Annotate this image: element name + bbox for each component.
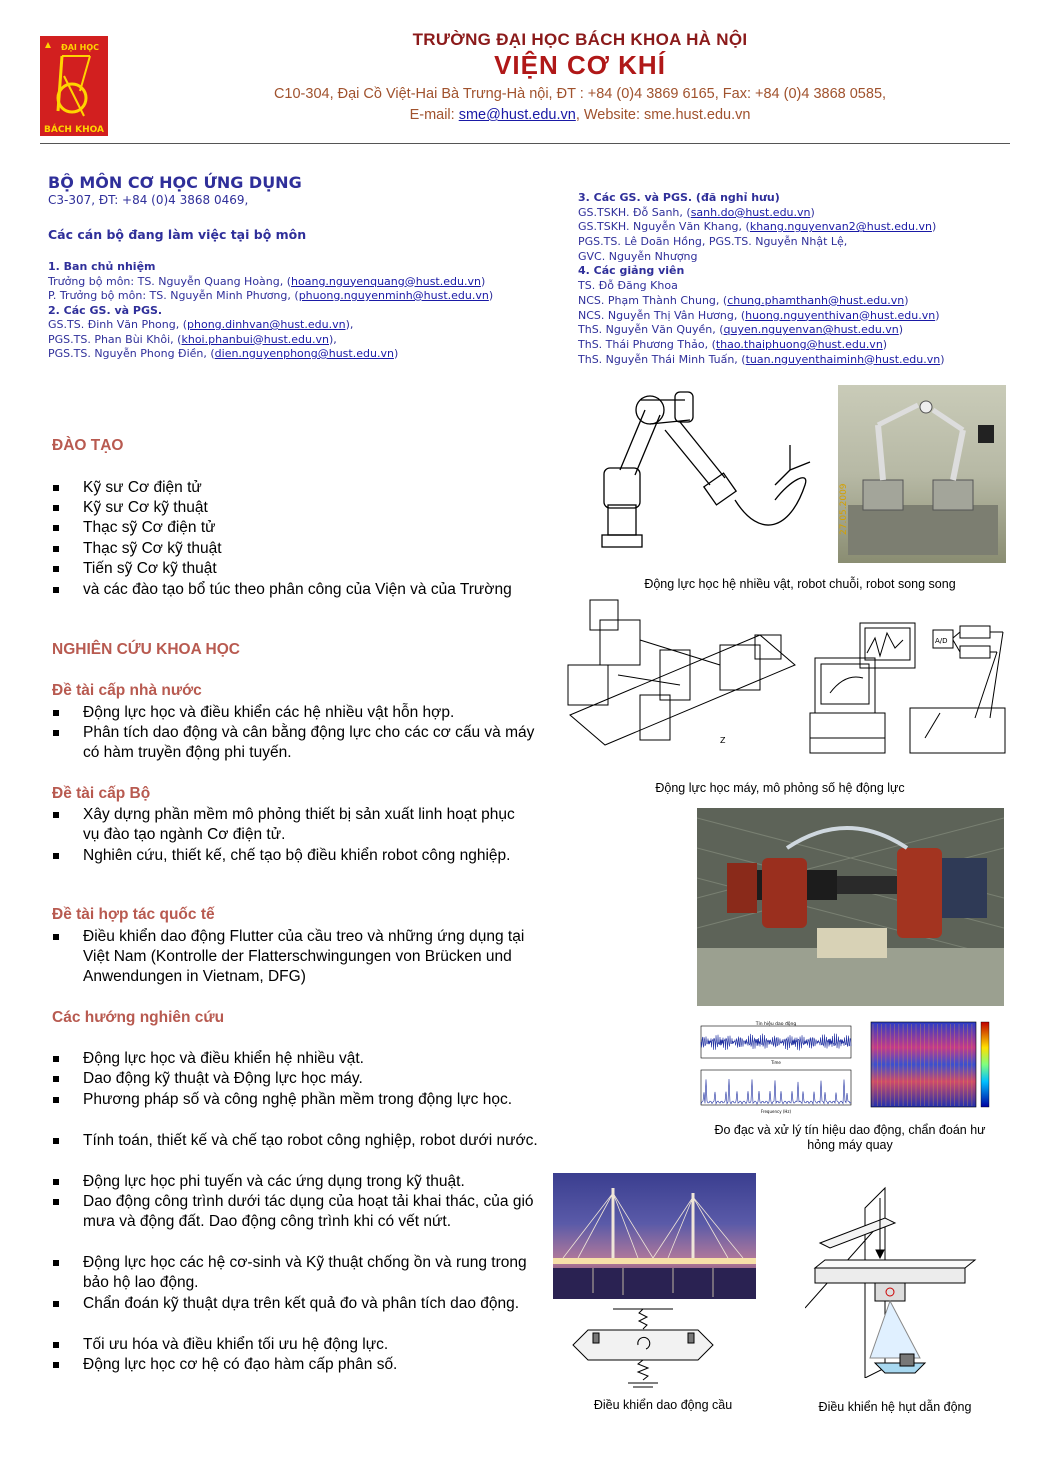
caption-multibody: Động lực học hệ nhiều vật, robot chuỗi, robot song song xyxy=(644,577,956,591)
bullet-marker xyxy=(53,1076,59,1082)
svg-text:Z: Z xyxy=(720,736,726,745)
institute-address: C10-304, Đại Cồ Việt-Hai Bà Trưng-Hà nội, ĐT : +84 (0)4 3869 6165, Fax: +84 (0)4 3868 0585, xyxy=(273,86,887,102)
bullet-item xyxy=(83,1131,543,1151)
staff-text: TS. Đỗ Đăng Khoa xyxy=(578,279,678,293)
bullet-text: Động lực học cơ hệ có đạo hàm cấp phân số. xyxy=(83,1356,398,1373)
caption-bridge-control: Điều khiển dao động cầu xyxy=(593,1398,733,1412)
staff-text-tail: ) xyxy=(810,205,815,219)
staff-member xyxy=(578,206,945,221)
staff-member xyxy=(578,279,945,294)
website-text: , Website: sme.hust.edu.vn xyxy=(575,107,751,123)
intl-projects-heading: Đề tài hợp tác quốc tế xyxy=(52,906,215,923)
bullet-marker xyxy=(53,1179,59,1185)
bullet-text: Động lực học các hệ cơ-sinh và Kỹ thuật chống ồn và rung trong bảo hộ lao động. xyxy=(83,1254,527,1291)
bullet-text: Kỹ sư Cơ kỹ thuật xyxy=(83,499,208,516)
staff-text-tail: ) xyxy=(940,352,945,366)
staff-member xyxy=(578,235,945,250)
bullet-item xyxy=(83,703,553,723)
staff-list-right xyxy=(578,191,945,367)
bullet-text: Chẩn đoán kỹ thuật dựa trên kết quả đo và phân tích dao động. xyxy=(83,1295,520,1312)
bullet-text: Động lực học phi tuyến và các ứng dụng trong kỹ thuật. xyxy=(83,1173,465,1190)
staff-text: GS.TSKH. Nguyễn Văn Khang, ( xyxy=(578,220,750,234)
staff-member xyxy=(48,289,493,304)
bullet-marker xyxy=(53,587,59,593)
bullet-marker xyxy=(53,812,59,818)
bullet-marker xyxy=(53,710,59,716)
bullet-marker xyxy=(53,1342,59,1348)
bullet-marker xyxy=(53,485,59,491)
staff-email-link[interactable]: phuong.nguyenminh@hust.edu.vn xyxy=(298,289,489,302)
bullet-item xyxy=(83,1172,543,1192)
plot-xlabel: Time xyxy=(771,1060,781,1065)
header-divider xyxy=(40,143,1010,144)
bullet-item xyxy=(83,559,513,579)
staff-text-tail: ) xyxy=(480,274,486,288)
dept-title: BỘ MÔN CƠ HỌC ỨNG DỤNG xyxy=(48,173,302,192)
staff-member xyxy=(578,294,945,309)
bullet-marker xyxy=(53,566,59,572)
bullet-marker xyxy=(53,546,59,552)
bullet-text: Dao động công trình dưới tác dụng của hoạt tải khai thác, của gió mưa và động đất. Dao động công trình khi có vết nứt. xyxy=(83,1193,534,1230)
state-projects-heading: Đề tài cấp nhà nước xyxy=(52,682,202,699)
bullet-item xyxy=(83,1049,543,1069)
staff-email-link[interactable]: dien.nguyenphong@hust.edu.vn xyxy=(214,347,394,360)
bullet-marker xyxy=(53,1260,59,1266)
email-link[interactable]: sme@hust.edu.vn xyxy=(458,107,576,123)
underactuated-system-drawing xyxy=(805,1178,1010,1378)
bullet-marker xyxy=(53,1362,59,1368)
staff-group-heading xyxy=(48,304,493,319)
plot-title: Tín hiệu dao động xyxy=(755,1022,797,1027)
bullet-marker xyxy=(53,1097,59,1103)
institute-name: VIỆN CƠ KHÍ xyxy=(494,50,666,80)
bullet-marker xyxy=(53,934,59,940)
bullet-item xyxy=(83,1090,543,1110)
bullet-item xyxy=(83,723,553,763)
bullet-item xyxy=(83,478,513,498)
bullet-marker xyxy=(53,525,59,531)
staff-member xyxy=(578,353,945,368)
directions-heading: Các hướng nghiên cứu xyxy=(52,1009,225,1026)
serial-robot-drawing xyxy=(590,390,830,560)
bullet-item xyxy=(83,1069,543,1089)
bullet-item xyxy=(83,846,533,866)
staff-text: GS.TSKH. Đỗ Sanh, ( xyxy=(578,205,691,219)
staff-list-left xyxy=(48,260,493,362)
staff-email-link[interactable]: thao.thaiphuong@hust.edu.vn xyxy=(715,337,883,351)
bullet-item xyxy=(83,805,533,845)
bullet-item xyxy=(83,927,553,987)
bullet-item xyxy=(83,498,513,518)
email-label: E-mail: xyxy=(409,107,459,123)
signal-analysis-plots xyxy=(683,1018,1003,1118)
bullet-text: Dao động kỹ thuật và Động lực học máy. xyxy=(83,1070,363,1087)
logo-text-bottom: BÁCH KHOA xyxy=(44,125,104,135)
ministry-projects-heading: Đề tài cấp Bộ xyxy=(52,785,151,802)
staff-text: PGS.TS. Nguyễn Phong Điền, ( xyxy=(48,347,215,360)
staff-text: 1. Ban chủ nhiệm xyxy=(48,260,156,273)
bullet-text: Phương pháp số và công nghệ phần mềm trong động lực học. xyxy=(83,1091,513,1108)
staff-member xyxy=(578,250,945,265)
staff-email-link[interactable]: tuan.nguyenthaiminh@hust.edu.vn xyxy=(745,352,941,366)
bridge-vibration-control-drawing xyxy=(563,1305,723,1395)
staff-text: NCS. Phạm Thành Chung, ( xyxy=(578,293,728,307)
staff-text: P. Trưởng bộ môn: TS. Nguyễn Minh Phương, ( xyxy=(48,289,299,302)
research-heading: NGHIÊN CỨU KHOA HỌC xyxy=(52,641,240,658)
bullet-item xyxy=(83,1294,543,1314)
staff-heading: Các cán bộ đang làm việc tại bộ môn xyxy=(48,227,307,242)
staff-member xyxy=(578,309,945,324)
bullet-text: Xây dựng phần mềm mô phỏng thiết bị sản xuất linh hoạt phục vụ đào tạo ngành Cơ điện tử. xyxy=(83,806,515,843)
bullet-text: Động lực học và điều khiển hệ nhiều vật. xyxy=(83,1050,364,1067)
staff-text: GS.TS. Đinh Văn Phong, ( xyxy=(48,318,188,331)
staff-email-link[interactable]: khoi.phanbui@hust.edu.vn xyxy=(181,332,329,346)
cable-stayed-bridge-photo xyxy=(553,1173,756,1299)
staff-text: 4. Các giảng viên xyxy=(578,264,685,278)
staff-group-heading xyxy=(48,260,493,275)
staff-text-tail: ), xyxy=(328,332,337,346)
bullet-item xyxy=(83,1355,543,1375)
staff-text-tail: ) xyxy=(488,289,494,302)
bullet-text: Thạc sỹ Cơ kỹ thuật xyxy=(83,540,222,557)
rotor-test-rig-photo xyxy=(697,808,1004,1006)
bullet-text: Tiến sỹ Cơ kỹ thuật xyxy=(83,560,217,577)
staff-member xyxy=(48,347,493,362)
staff-text: 3. Các GS. và PGS. (đã nghỉ hưu) xyxy=(578,191,780,204)
bullet-text: Kỹ sư Cơ điện tử xyxy=(83,479,202,496)
staff-text-tail: ) xyxy=(931,220,937,234)
machine-drawing xyxy=(560,595,800,765)
caption-machine-dynamics: Động lực học máy, mô phỏng số hệ động lực xyxy=(655,781,905,795)
parallel-robot-photo xyxy=(838,385,1006,563)
training-heading: ĐÀO TẠO xyxy=(52,437,124,454)
staff-email-link[interactable]: quyen.nguyenvan@hust.edu.vn xyxy=(723,323,899,337)
staff-email-link[interactable]: huong.nguyenthivan@hust.edu.vn xyxy=(745,308,936,322)
staff-member xyxy=(48,333,493,348)
bullet-text: Phân tích dao động và cân bằng động lực cho các cơ cấu và máy có hàm truyền động phi tuyến. xyxy=(83,724,535,761)
staff-text-tail: ) xyxy=(882,337,888,351)
university-name: TRƯỜNG ĐẠI HỌC BÁCH KHOA HÀ NỘI xyxy=(412,30,748,49)
bullet-text: Động lực học và điều khiển các hệ nhiều vật hỗn hợp. xyxy=(83,704,455,721)
staff-email-link[interactable]: phong.dinhvan@hust.edu.vn xyxy=(187,318,346,331)
staff-member xyxy=(578,323,945,338)
staff-email-link[interactable]: chung.phamthanh@hust.edu.vn xyxy=(727,293,905,307)
bullet-text: Tối ưu hóa và điều khiển tối ưu hệ động lực. xyxy=(83,1336,389,1353)
bullet-item xyxy=(83,1253,543,1293)
staff-group-heading xyxy=(578,191,945,206)
bullet-item xyxy=(83,1335,543,1355)
bullet-marker xyxy=(53,1056,59,1062)
staff-member xyxy=(48,275,493,290)
bullet-text: Thạc sỹ Cơ điện tử xyxy=(83,519,216,536)
staff-text: GVC. Nguyễn Nhượng xyxy=(578,249,698,263)
dept-contact: C3-307, ĐT: +84 (0)4 3868 0469, xyxy=(48,193,249,207)
bullet-item xyxy=(83,1192,543,1232)
staff-text: PGS.TS. Lê Doãn Hồng, PGS.TS. Nguyễn Nhật Lệ, xyxy=(578,235,848,249)
bullet-text: Nghiên cứu, thiết kế, chế tạo bộ điều khiển robot công nghiệp. xyxy=(83,847,511,864)
staff-text: ThS. Nguyễn Văn Quyền, ( xyxy=(578,323,724,337)
staff-email-link[interactable]: sanh.do@hust.edu.vn xyxy=(690,205,811,219)
logo-text-top: ĐẠI HỌC xyxy=(60,43,100,52)
bullet-marker xyxy=(53,1199,59,1205)
staff-text-tail: ) xyxy=(935,308,940,322)
contact-line xyxy=(160,107,1000,123)
measurement-setup-drawing xyxy=(805,618,1010,768)
staff-email-link[interactable]: hoang.nguyenquang@hust.edu.vn xyxy=(291,274,481,288)
bullet-marker xyxy=(53,1301,59,1307)
caption-signal-processing: Đo đạc và xử lý tín hiệu dao động, chẩn đoán hư hỏng máy quay xyxy=(714,1123,986,1152)
university-logo xyxy=(40,36,108,136)
staff-member xyxy=(578,220,945,235)
staff-text-tail: ) xyxy=(898,323,904,337)
caption-underactuated-control: Điều khiển hệ hụt dẫn động xyxy=(818,1400,972,1414)
bullet-marker xyxy=(53,505,59,511)
bullet-marker xyxy=(53,853,59,859)
ad-label: A/D xyxy=(935,637,948,645)
bullet-marker xyxy=(53,1138,59,1144)
staff-text: NCS. Nguyễn Thị Vân Hương, ( xyxy=(578,308,746,322)
staff-text-tail: ) xyxy=(904,293,909,307)
staff-member xyxy=(48,318,493,333)
staff-text: ThS. Nguyễn Thái Minh Tuấn, ( xyxy=(578,352,746,366)
plot-xlabel-freq: Frequency (Hz) xyxy=(760,1109,792,1114)
bullet-marker xyxy=(53,730,59,736)
staff-member xyxy=(578,338,945,353)
photo-date: 27.05.2009 xyxy=(839,483,849,535)
bullet-item xyxy=(83,539,513,559)
bullet-item xyxy=(83,518,513,538)
bullet-item xyxy=(83,580,513,600)
staff-text: Trưởng bộ môn: TS. Nguyễn Quang Hoàng, ( xyxy=(48,274,292,288)
bullet-text: Điều khiển dao động Flutter của cầu treo và những ứng dụng tại Việt Nam (Kontrolle der Flatterschwingungen von Brücken und Anwendungen in Vietnam, DFG) xyxy=(83,928,525,985)
staff-group-heading xyxy=(578,264,945,279)
staff-email-link[interactable]: khang.nguyenvan2@hust.edu.vn xyxy=(749,220,932,234)
staff-text: 2. Các GS. và PGS. xyxy=(48,303,163,317)
bullet-text: và các đào tạo bổ túc theo phân công của Viện và của Trường xyxy=(83,581,512,598)
bullet-text: Tính toán, thiết kế và chế tạo robot công nghiệp, robot dưới nước. xyxy=(83,1132,538,1149)
staff-text-tail: ) xyxy=(393,347,399,360)
staff-text: ThS. Thái Phương Thảo, ( xyxy=(578,337,716,351)
staff-text: PGS.TS. Phan Bùi Khôi, ( xyxy=(48,332,182,346)
staff-text-tail: ), xyxy=(345,318,354,331)
